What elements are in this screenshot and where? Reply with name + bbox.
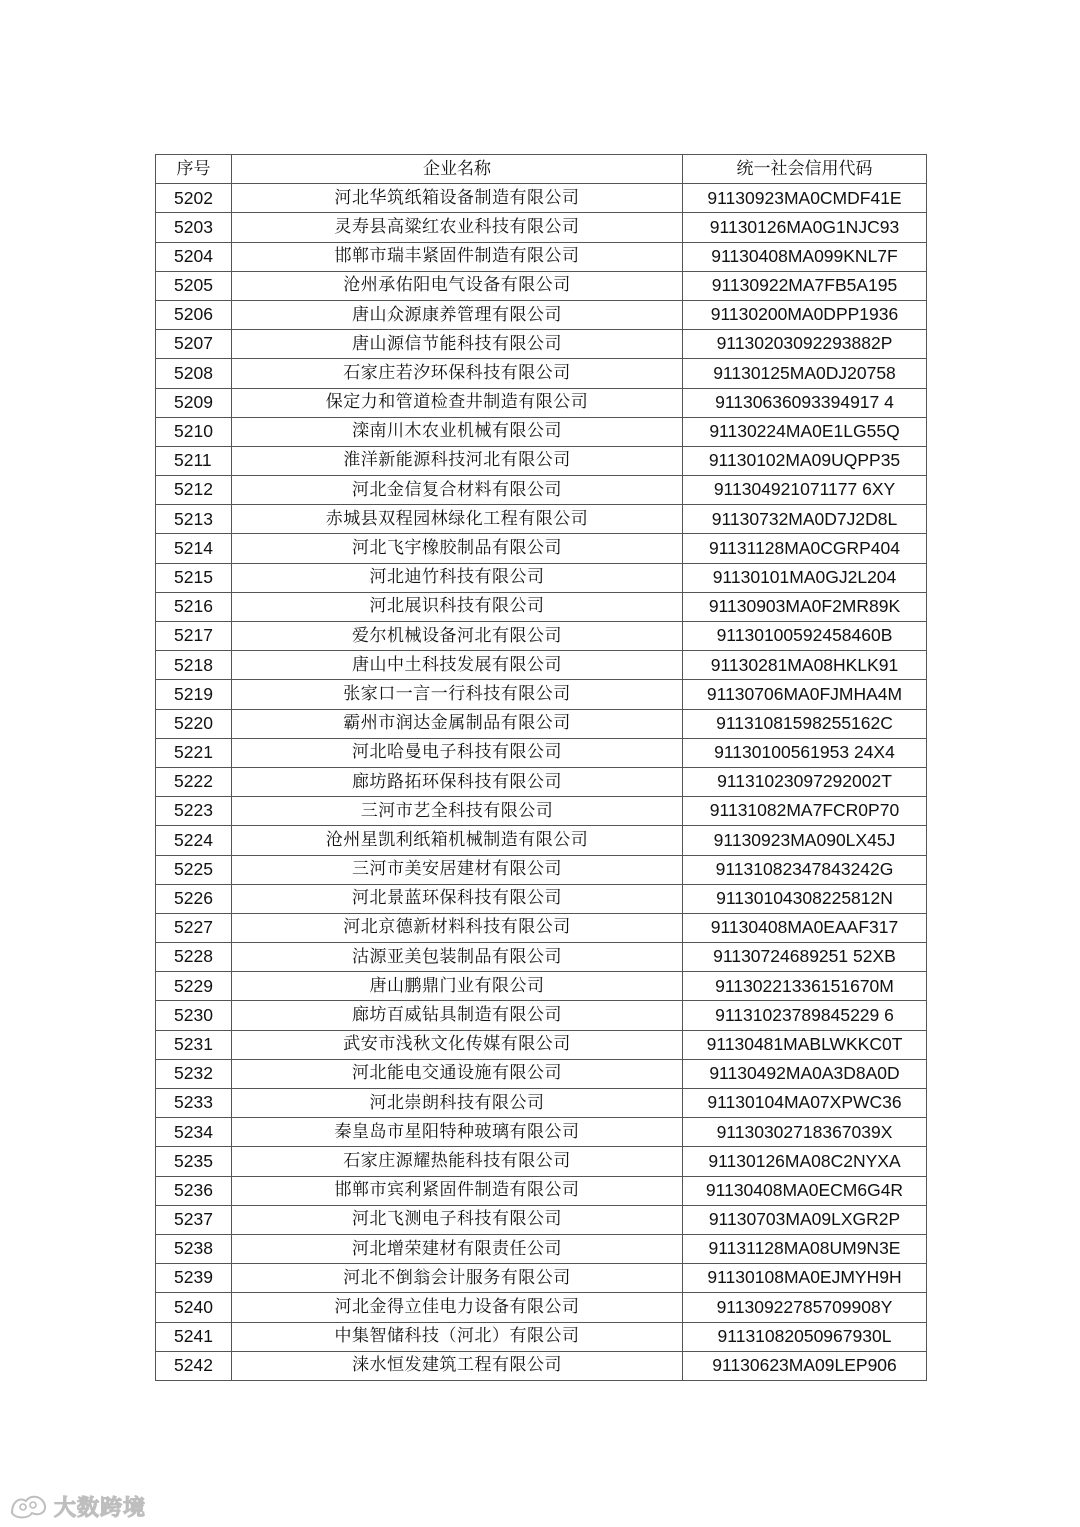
row-company-name: 河北景蓝环保科技有限公司 xyxy=(232,884,683,913)
row-company-name: 唐山中土科技发展有限公司 xyxy=(232,651,683,680)
row-credit-code: 91130108MA0EJMYH9H xyxy=(683,1264,927,1293)
table-row xyxy=(156,1205,927,1234)
row-company-name: 三河市艺全科技有限公司 xyxy=(232,797,683,826)
table-row xyxy=(156,213,927,242)
table-row xyxy=(156,1176,927,1205)
row-credit-code: 91130302718367039X xyxy=(683,1118,927,1147)
header-credit-code: 统一社会信用代码 xyxy=(683,155,927,184)
row-credit-code: 91130724689251 52XB xyxy=(683,943,927,972)
table-row xyxy=(156,534,927,563)
row-company-name: 河北崇朗科技有限公司 xyxy=(232,1089,683,1118)
row-index: 5216 xyxy=(156,592,232,621)
row-company-name: 河北金信复合材料有限公司 xyxy=(232,476,683,505)
row-index: 5214 xyxy=(156,534,232,563)
row-index: 5240 xyxy=(156,1293,232,1322)
row-company-name: 中集智储科技（河北）有限公司 xyxy=(232,1322,683,1351)
row-credit-code: 91130100561953 24X4 xyxy=(683,738,927,767)
table-row xyxy=(156,300,927,329)
row-company-name: 邯郸市瑞丰紧固件制造有限公司 xyxy=(232,242,683,271)
watermark-text: 大数跨境 xyxy=(54,1495,147,1521)
table-row xyxy=(156,1234,927,1263)
row-index: 5241 xyxy=(156,1322,232,1351)
row-credit-code: 91131128MA0CGRP404 xyxy=(683,534,927,563)
table-row xyxy=(156,855,927,884)
table-row xyxy=(156,184,927,213)
row-index: 5218 xyxy=(156,651,232,680)
table-row xyxy=(156,505,927,534)
row-index: 5207 xyxy=(156,330,232,359)
table-row xyxy=(156,1001,927,1030)
row-company-name: 河北能电交通设施有限公司 xyxy=(232,1059,683,1088)
row-company-name: 廊坊路拓环保科技有限公司 xyxy=(232,767,683,796)
row-credit-code: 91130923MA0CMDF41E xyxy=(683,184,927,213)
table-row xyxy=(156,388,927,417)
table-row xyxy=(156,1059,927,1088)
row-credit-code: 91131081598255162C xyxy=(683,709,927,738)
row-credit-code: 91130623MA09LEP906 xyxy=(683,1351,927,1380)
table-row xyxy=(156,767,927,796)
row-credit-code: 91131082050967930L xyxy=(683,1322,927,1351)
row-company-name: 唐山源信节能科技有限公司 xyxy=(232,330,683,359)
row-company-name: 淮洋新能源科技河北有限公司 xyxy=(232,446,683,475)
row-index: 5235 xyxy=(156,1147,232,1176)
row-credit-code: 91130923MA090LX45J xyxy=(683,826,927,855)
table-row xyxy=(156,592,927,621)
table-row xyxy=(156,651,927,680)
row-company-name: 河北迪竹科技有限公司 xyxy=(232,563,683,592)
row-index: 5229 xyxy=(156,972,232,1001)
row-company-name: 沧州承佑阳电气设备有限公司 xyxy=(232,271,683,300)
row-company-name: 沧州星凯利纸箱机械制造有限公司 xyxy=(232,826,683,855)
row-company-name: 河北京德新材料科技有限公司 xyxy=(232,913,683,942)
row-index: 5202 xyxy=(156,184,232,213)
row-credit-code: 91130481MABLWKKC0T xyxy=(683,1030,927,1059)
table-row xyxy=(156,1147,927,1176)
row-index: 5225 xyxy=(156,855,232,884)
table-row xyxy=(156,446,927,475)
row-index: 5226 xyxy=(156,884,232,913)
row-index: 5220 xyxy=(156,709,232,738)
row-credit-code: 91130126MA08C2NYXA xyxy=(683,1147,927,1176)
row-credit-code: 91131082MA7FCR0P70 xyxy=(683,797,927,826)
row-credit-code: 91130101MA0GJ2L204 xyxy=(683,563,927,592)
row-index: 5237 xyxy=(156,1205,232,1234)
table-row xyxy=(156,271,927,300)
row-credit-code: 91130732MA0D7J2D8L xyxy=(683,505,927,534)
table-row xyxy=(156,1351,927,1380)
row-index: 5208 xyxy=(156,359,232,388)
row-credit-code: 91130281MA08HKLK91 xyxy=(683,651,927,680)
table-row xyxy=(156,1322,927,1351)
row-index: 5215 xyxy=(156,563,232,592)
row-company-name: 石家庄若汐环保科技有限公司 xyxy=(232,359,683,388)
row-company-name: 唐山鹏鼎门业有限公司 xyxy=(232,972,683,1001)
table-row xyxy=(156,709,927,738)
row-index: 5232 xyxy=(156,1059,232,1088)
dashu-logo-icon xyxy=(6,1491,50,1521)
row-credit-code: 91130492MA0A3D8A0D xyxy=(683,1059,927,1088)
row-index: 5234 xyxy=(156,1118,232,1147)
row-credit-code: 91131023789845229 6 xyxy=(683,1001,927,1030)
row-company-name: 邯郸市宾利紧固件制造有限公司 xyxy=(232,1176,683,1205)
row-company-name: 河北不倒翁会计服务有限公司 xyxy=(232,1264,683,1293)
row-credit-code: 91130126MA0G1NJC93 xyxy=(683,213,927,242)
row-company-name: 秦皇岛市星阳特种玻璃有限公司 xyxy=(232,1118,683,1147)
row-company-name: 涞水恒发建筑工程有限公司 xyxy=(232,1351,683,1380)
table-row xyxy=(156,563,927,592)
table-row xyxy=(156,972,927,1001)
table-row xyxy=(156,738,927,767)
table-row xyxy=(156,1030,927,1059)
row-credit-code: 91130221336151670M xyxy=(683,972,927,1001)
table-row xyxy=(156,1089,927,1118)
row-index: 5210 xyxy=(156,417,232,446)
row-credit-code: 911304921071177 6XY xyxy=(683,476,927,505)
row-company-name: 武安市浅秋文化传媒有限公司 xyxy=(232,1030,683,1059)
row-credit-code: 91130408MA099KNL7F xyxy=(683,242,927,271)
row-company-name: 唐山众源康养管理有限公司 xyxy=(232,300,683,329)
row-credit-code: 91130636093394917 4 xyxy=(683,388,927,417)
table-row xyxy=(156,476,927,505)
table-row xyxy=(156,826,927,855)
table-row xyxy=(156,943,927,972)
row-index: 5205 xyxy=(156,271,232,300)
row-company-name: 石家庄源耀热能科技有限公司 xyxy=(232,1147,683,1176)
row-index: 5242 xyxy=(156,1351,232,1380)
row-index: 5231 xyxy=(156,1030,232,1059)
table-row xyxy=(156,622,927,651)
table-row xyxy=(156,680,927,709)
row-index: 5233 xyxy=(156,1089,232,1118)
row-company-name: 河北金得立佳电力设备有限公司 xyxy=(232,1293,683,1322)
header-index: 序号 xyxy=(156,155,232,184)
table-row xyxy=(156,359,927,388)
row-index: 5221 xyxy=(156,738,232,767)
table-row xyxy=(156,242,927,271)
table-row xyxy=(156,1293,927,1322)
row-company-name: 爱尔机械设备河北有限公司 xyxy=(232,622,683,651)
row-index: 5217 xyxy=(156,622,232,651)
table-row xyxy=(156,797,927,826)
row-credit-code: 91130100592458460B xyxy=(683,622,927,651)
row-credit-code: 91130903MA0F2MR89K xyxy=(683,592,927,621)
row-company-name: 保定力和管道检查井制造有限公司 xyxy=(232,388,683,417)
row-credit-code: 91130200MA0DPP1936 xyxy=(683,300,927,329)
table-row xyxy=(156,884,927,913)
row-index: 5222 xyxy=(156,767,232,796)
row-index: 5203 xyxy=(156,213,232,242)
row-company-name: 霸州市润达金属制品有限公司 xyxy=(232,709,683,738)
table-header-row xyxy=(156,155,927,184)
row-index: 5239 xyxy=(156,1264,232,1293)
row-index: 5206 xyxy=(156,300,232,329)
row-credit-code: 91130224MA0E1LG55Q xyxy=(683,417,927,446)
row-company-name: 廊坊百威钻具制造有限公司 xyxy=(232,1001,683,1030)
row-index: 5223 xyxy=(156,797,232,826)
table-row xyxy=(156,1264,927,1293)
row-company-name: 河北飞测电子科技有限公司 xyxy=(232,1205,683,1234)
row-index: 5213 xyxy=(156,505,232,534)
row-credit-code: 91130703MA09LXGR2P xyxy=(683,1205,927,1234)
table-row xyxy=(156,330,927,359)
row-company-name: 灵寿县高粱红农业科技有限公司 xyxy=(232,213,683,242)
row-index: 5219 xyxy=(156,680,232,709)
row-index: 5227 xyxy=(156,913,232,942)
row-credit-code: 91130104308225812N xyxy=(683,884,927,913)
header-company-name: 企业名称 xyxy=(232,155,683,184)
row-company-name: 张家口一言一行科技有限公司 xyxy=(232,680,683,709)
row-index: 5228 xyxy=(156,943,232,972)
row-credit-code: 91130408MA0ECM6G4R xyxy=(683,1176,927,1205)
row-credit-code: 91130408MA0EAAF317 xyxy=(683,913,927,942)
row-index: 5224 xyxy=(156,826,232,855)
table-body xyxy=(156,184,927,1381)
row-credit-code: 91130922785709908Y xyxy=(683,1293,927,1322)
row-company-name: 河北哈曼电子科技有限公司 xyxy=(232,738,683,767)
row-company-name: 河北展识科技有限公司 xyxy=(232,592,683,621)
row-company-name: 三河市美安居建材有限公司 xyxy=(232,855,683,884)
row-index: 5204 xyxy=(156,242,232,271)
row-company-name: 滦南川木农业机械有限公司 xyxy=(232,417,683,446)
row-credit-code: 91130104MA07XPWC36 xyxy=(683,1089,927,1118)
table-row xyxy=(156,1118,927,1147)
row-credit-code: 91130125MA0DJ20758 xyxy=(683,359,927,388)
row-credit-code: 91130102MA09UQPP35 xyxy=(683,446,927,475)
row-company-name: 沽源亚美包装制品有限公司 xyxy=(232,943,683,972)
row-credit-code: 91130922MA7FB5A195 xyxy=(683,271,927,300)
row-company-name: 河北华筑纸箱设备制造有限公司 xyxy=(232,184,683,213)
row-credit-code: 91131128MA08UM9N3E xyxy=(683,1234,927,1263)
row-credit-code: 91131082347843242G xyxy=(683,855,927,884)
enterprise-registry-table xyxy=(155,154,927,1381)
table-row xyxy=(156,913,927,942)
row-company-name: 赤城县双程园林绿化工程有限公司 xyxy=(232,505,683,534)
row-company-name: 河北飞宇橡胶制品有限公司 xyxy=(232,534,683,563)
row-index: 5238 xyxy=(156,1234,232,1263)
table-row xyxy=(156,417,927,446)
row-credit-code: 91130203092293882P xyxy=(683,330,927,359)
row-index: 5211 xyxy=(156,446,232,475)
row-index: 5212 xyxy=(156,476,232,505)
watermark xyxy=(6,1488,146,1524)
row-credit-code: 91130706MA0FJMHA4M xyxy=(683,680,927,709)
row-company-name: 河北增荣建材有限责任公司 xyxy=(232,1234,683,1263)
row-credit-code: 91131023097292002T xyxy=(683,767,927,796)
row-index: 5209 xyxy=(156,388,232,417)
row-index: 5236 xyxy=(156,1176,232,1205)
row-index: 5230 xyxy=(156,1001,232,1030)
